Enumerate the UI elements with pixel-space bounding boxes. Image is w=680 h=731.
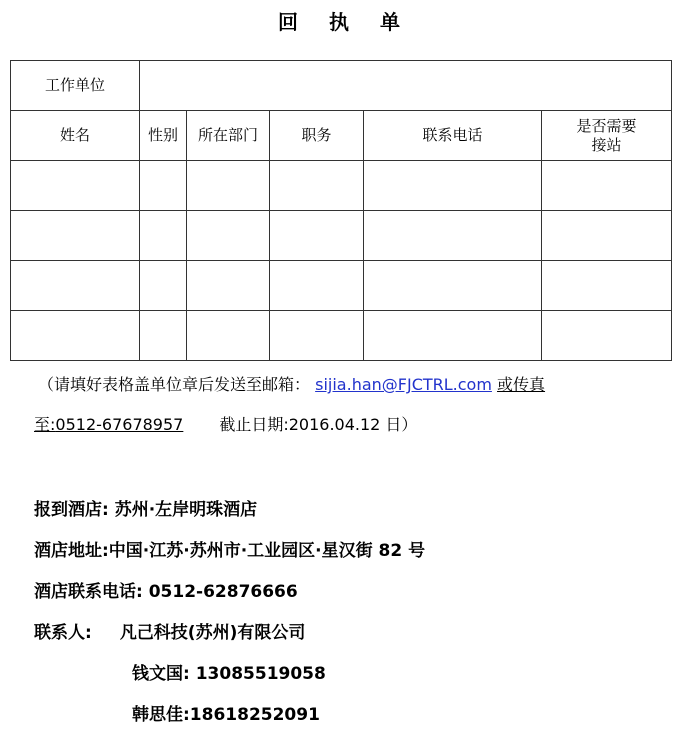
- cell-position[interactable]: [270, 211, 364, 261]
- title-char-3: 单: [379, 10, 402, 34]
- cell-phone[interactable]: [364, 161, 542, 211]
- cell-department[interactable]: [187, 311, 270, 361]
- hotel-name: 报到酒店: 苏州·左岸明珠酒店: [34, 500, 258, 520]
- work-unit-field[interactable]: [140, 61, 672, 111]
- deadline-text: 截止日期:2016.04.12 日）: [219, 415, 418, 434]
- cell-name[interactable]: [11, 211, 140, 261]
- cell-department[interactable]: [187, 161, 270, 211]
- header-department: 所在部门: [187, 111, 270, 161]
- cell-position[interactable]: [270, 161, 364, 211]
- header-name: 姓名: [11, 111, 140, 161]
- submission-note: [38, 372, 545, 395]
- header-gender: 性别: [140, 111, 187, 161]
- cell-department[interactable]: [187, 261, 270, 311]
- table-row: [11, 211, 672, 261]
- cell-gender[interactable]: [140, 161, 187, 211]
- cell-pickup[interactable]: [542, 261, 672, 311]
- header-phone: 联系电话: [364, 111, 542, 161]
- header-row: [11, 111, 672, 161]
- table-row: [11, 311, 672, 361]
- header-position: 职务: [270, 111, 364, 161]
- contact-person-2: 韩思佳:18618252091: [132, 705, 320, 725]
- company-name: 凡己科技(苏州)有限公司: [119, 623, 306, 643]
- cell-phone[interactable]: [364, 261, 542, 311]
- cell-phone[interactable]: [364, 311, 542, 361]
- work-unit-row: [11, 61, 672, 111]
- header-pickup: [542, 111, 672, 161]
- email-link[interactable]: sijia.han@FJCTRL.com: [315, 375, 492, 394]
- work-unit-label: 工作单位: [11, 61, 140, 111]
- contact-person-1: 钱文国: 13085519058: [132, 664, 326, 684]
- header-pickup-line2: 接站: [591, 135, 622, 154]
- note-or-fax: 或传真: [497, 375, 546, 394]
- page-title: [0, 6, 680, 35]
- title-char-1: 回: [278, 10, 301, 34]
- cell-name[interactable]: [11, 161, 140, 211]
- registration-table: [10, 60, 672, 361]
- cell-gender[interactable]: [140, 211, 187, 261]
- cell-name[interactable]: [11, 261, 140, 311]
- cell-position[interactable]: [270, 311, 364, 361]
- note-instructions: 请填好表格盖单位章后发送至邮箱：: [54, 375, 311, 394]
- hotel-phone: 酒店联系电话: 0512-62876666: [34, 582, 298, 602]
- cell-pickup[interactable]: [542, 311, 672, 361]
- header-pickup-line1: 是否需要: [576, 116, 637, 135]
- table-row: [11, 161, 672, 211]
- cell-gender[interactable]: [140, 261, 187, 311]
- contact-company-line: [34, 618, 305, 643]
- contact-label: 联系人:: [34, 623, 92, 643]
- cell-position[interactable]: [270, 261, 364, 311]
- cell-phone[interactable]: [364, 211, 542, 261]
- note-open-paren: （: [38, 375, 55, 394]
- fax-prefix: 至:: [34, 415, 56, 434]
- hotel-address: 酒店地址:中国·江苏·苏州市·工业园区·星汉街 82 号: [34, 541, 426, 561]
- title-char-2: 执: [329, 10, 351, 34]
- cell-name[interactable]: [11, 311, 140, 361]
- fax-number: 0512-67678957: [55, 415, 184, 434]
- cell-department[interactable]: [187, 211, 270, 261]
- cell-pickup[interactable]: [542, 161, 672, 211]
- fax-deadline-note: [34, 412, 417, 435]
- cell-pickup[interactable]: [542, 211, 672, 261]
- table-row: [11, 261, 672, 311]
- cell-gender[interactable]: [140, 311, 187, 361]
